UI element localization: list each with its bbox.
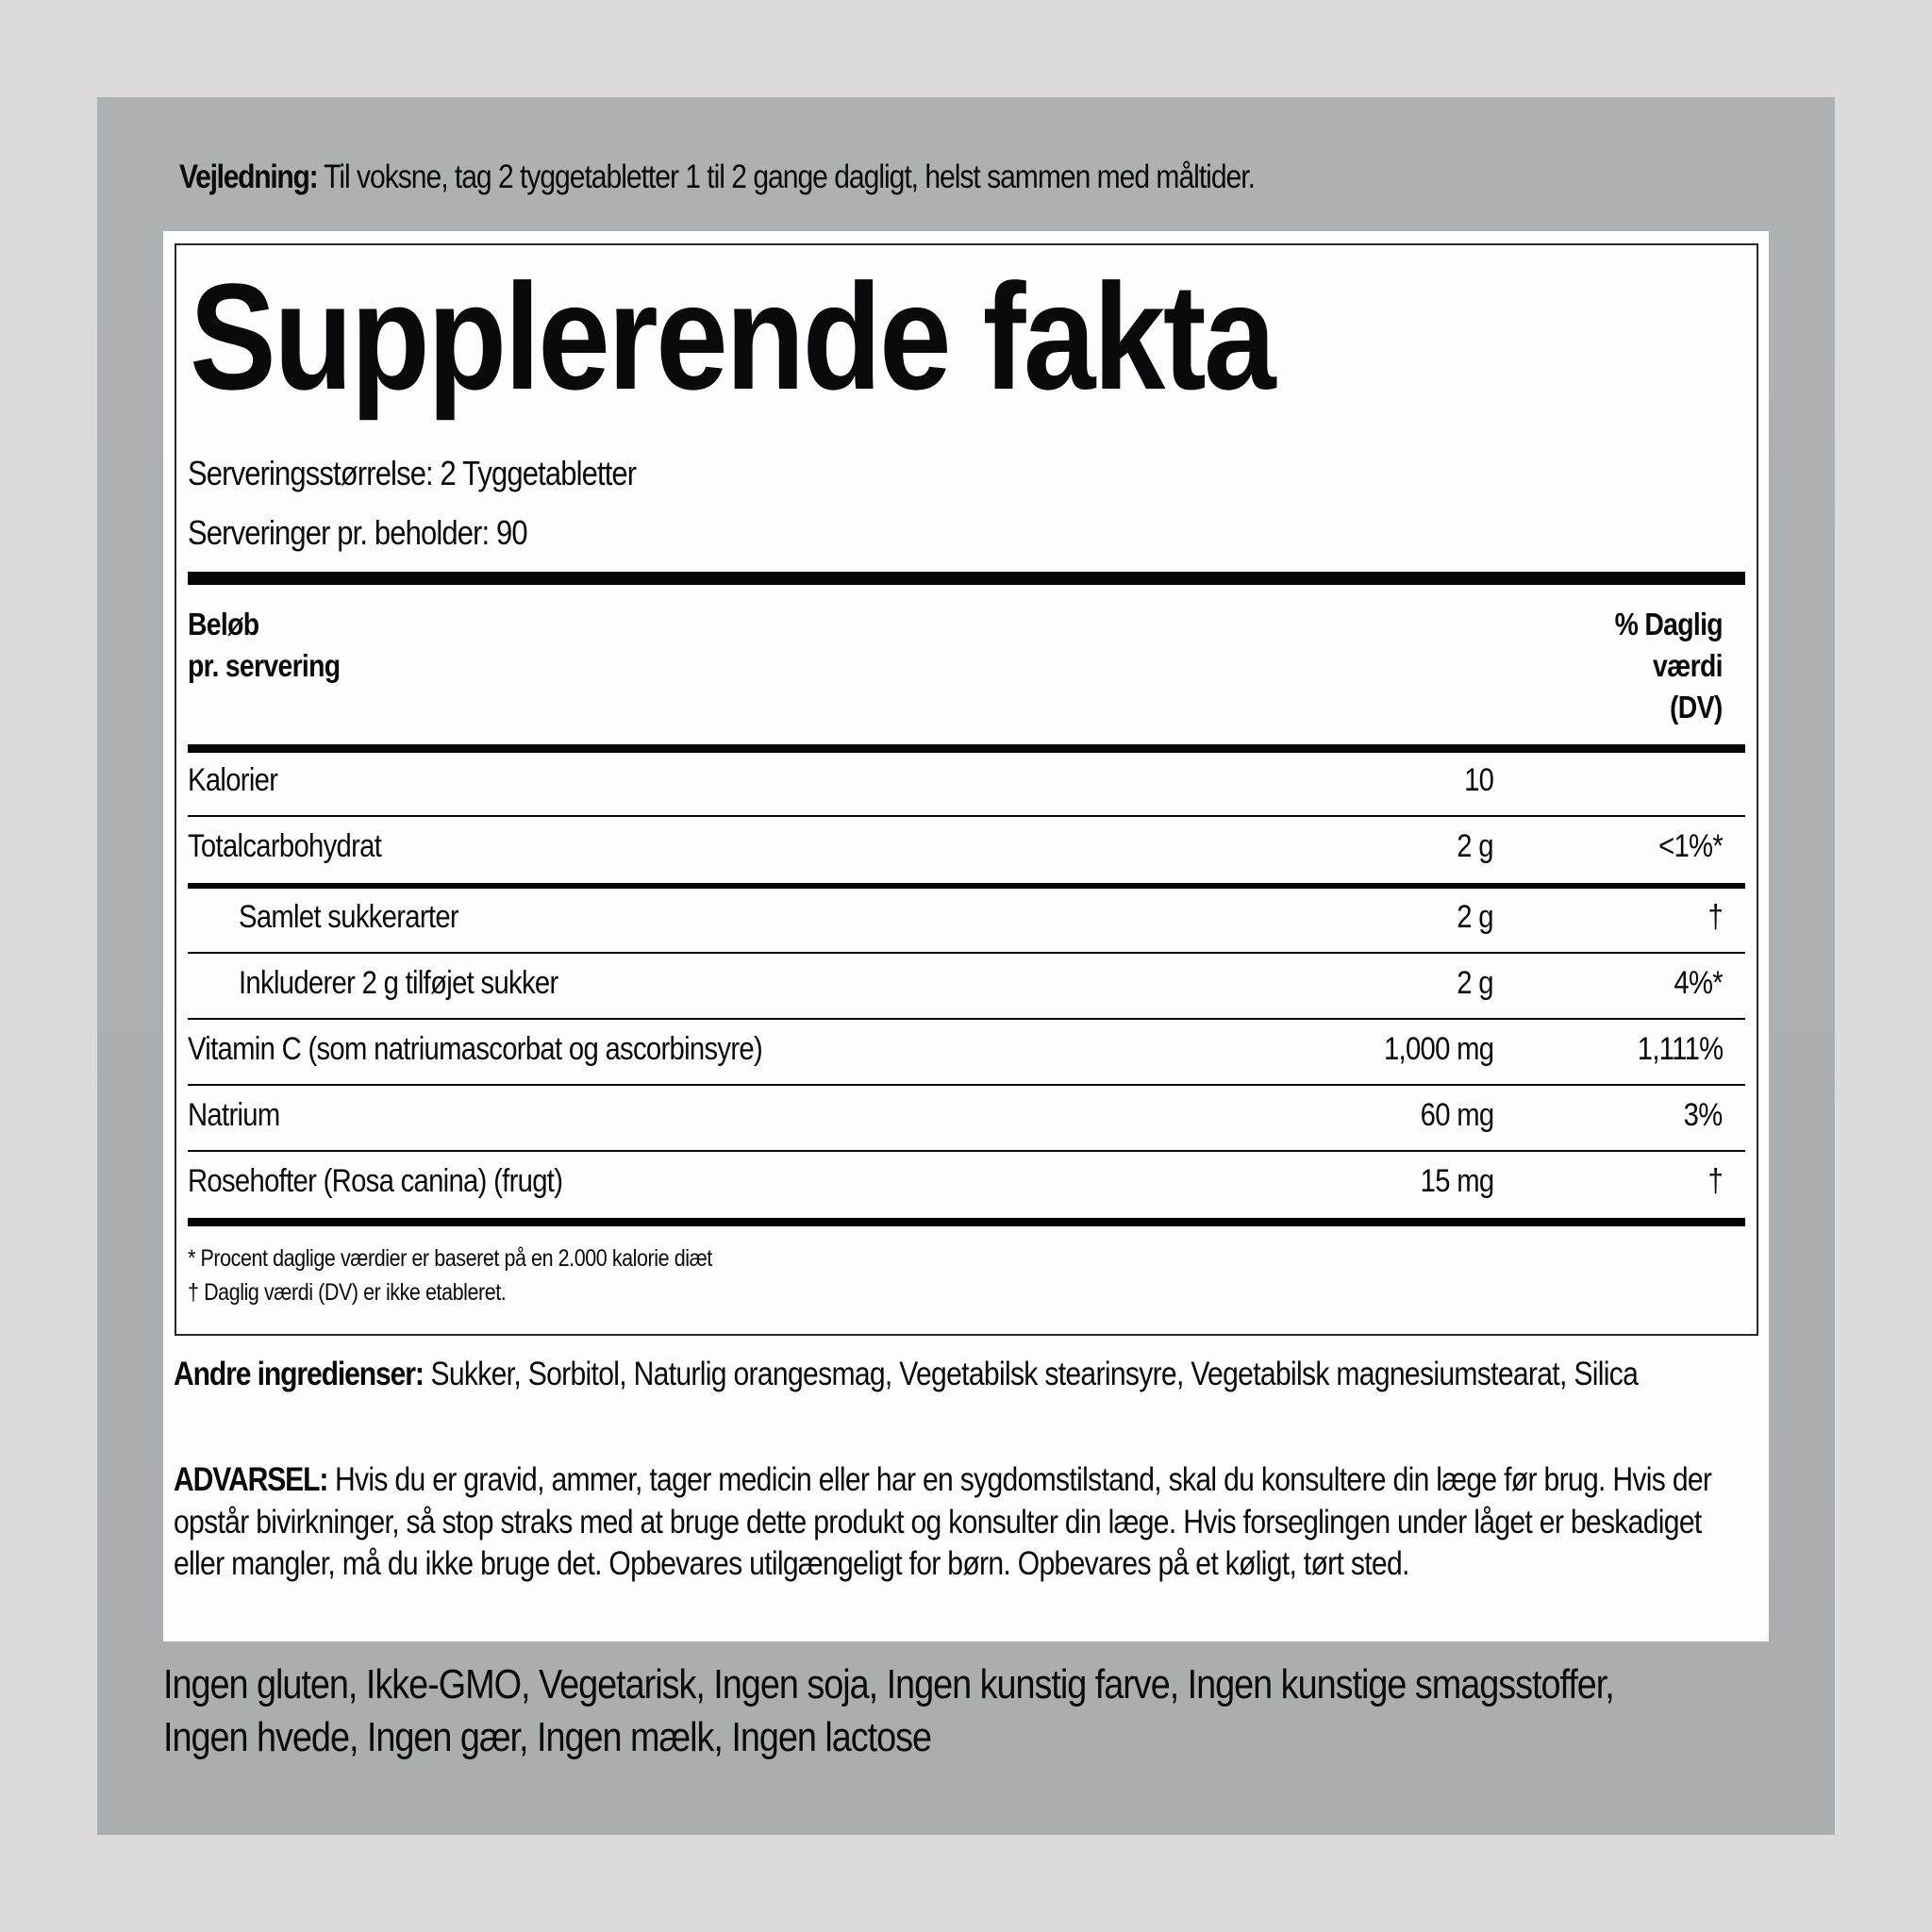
dv-header xyxy=(1597,604,1723,728)
thin-divider xyxy=(188,1018,1745,1020)
warning xyxy=(174,1459,1731,1586)
medium-divider xyxy=(188,1218,1745,1226)
nutrient-row-sodium xyxy=(188,1096,1745,1134)
nutrient-row-rose-hips xyxy=(188,1162,1745,1200)
claims-line-2: Ingen hvede, Ingen gær, Ingen mælk, Ingen lactose xyxy=(163,1714,932,1760)
thick-divider xyxy=(188,572,1745,585)
dv-header-line3: (DV) xyxy=(1670,690,1723,724)
nutrient-row-total-carbohydrate xyxy=(188,827,1745,865)
nutrient-row-calories xyxy=(188,761,1745,799)
directions-label: Vejledning: xyxy=(179,158,318,195)
dv-header-line2: værdi xyxy=(1653,648,1723,683)
nutrient-name: Kalorier xyxy=(188,762,278,798)
nutrient-name: Natrium xyxy=(188,1097,280,1133)
warning-label: ADVARSEL: xyxy=(174,1461,328,1498)
servings-per-container: Serveringer pr. beholder: 90 xyxy=(188,513,527,552)
nutrient-name: Rosehofter (Rosa canina) (frugt) xyxy=(188,1163,563,1199)
supplement-facts-box xyxy=(175,243,1758,1336)
footnote-dv-not-established: † Daglig værdi (DV) er ikke etableret. xyxy=(188,1279,507,1306)
nutrient-dv: † xyxy=(1707,1163,1723,1199)
directions-text xyxy=(179,158,1255,196)
serving-size: Serveringsstørrelse: 2 Tyggetabletter xyxy=(188,454,637,492)
nutrient-amount: 2 g xyxy=(1457,828,1493,864)
nutrient-name: Vitamin C (som natriumascorbat og ascorbinsyre) xyxy=(188,1031,763,1067)
nutrient-amount: 10 xyxy=(1463,762,1493,798)
amount-header xyxy=(188,604,365,687)
facts-title: Supplerende fakta xyxy=(190,252,1274,421)
nutrient-dv: 1,111% xyxy=(1637,1031,1723,1067)
other-ingredients-text: Sukker, Sorbitol, Naturlig orangesmag, Vegetabilsk stearinsyre, Vegetabilsk magnesiumstearat, Silica xyxy=(423,1356,1639,1392)
nutrient-dv: 4%* xyxy=(1674,965,1723,1001)
warning-text: Hvis du er gravid, ammer, tager medicin eller har en sygdomstilstand, skal du konsultere din læge før brug. Hvis der opstår bivirkninger, så stop straks med at bruge dette produkt og konsulter din læge. Hvis forseglingen under låget er beskadiget eller mangler, må du ikke bruge det. Opbevares utilgængeligt for børn. Opbevares på et køligt, tørt sted. xyxy=(174,1461,1712,1582)
dv-header-line1: % Daglig xyxy=(1614,607,1723,641)
nutrient-row-added-sugars xyxy=(188,964,1745,1002)
nutrient-name: Totalcarbohydrat xyxy=(188,828,382,864)
other-ingredients xyxy=(174,1354,1731,1396)
footnote-daily-values: * Procent daglige værdier er baseret på en 2.000 kalorie diæt xyxy=(188,1245,712,1272)
claims-line-1: Ingen gluten, Ikke-GMO, Vegetarisk, Ingen soja, Ingen kunstig farve, Ingen kunstige smagsstoffer, xyxy=(163,1661,1614,1707)
nutrient-amount: 2 g xyxy=(1457,965,1493,1001)
nutrient-amount: 2 g xyxy=(1457,899,1493,935)
medium-divider xyxy=(188,883,1745,889)
thin-divider xyxy=(188,1084,1745,1086)
nutrient-name: Inkluderer 2 g tilføjet sukker xyxy=(239,965,558,1001)
thin-divider xyxy=(188,815,1745,817)
thin-divider xyxy=(188,1150,1745,1152)
medium-divider xyxy=(188,744,1745,753)
product-claims xyxy=(163,1658,1802,1764)
nutrient-amount: 1,000 mg xyxy=(1383,1031,1493,1067)
nutrient-row-total-sugars xyxy=(188,898,1745,936)
thin-divider xyxy=(188,952,1745,954)
amount-header-line2: pr. servering xyxy=(188,648,341,683)
nutrient-dv: 3% xyxy=(1684,1097,1723,1133)
directions-body: Til voksne, tag 2 tyggetabletter 1 til 2 gange dagligt, helst sammen med måltider. xyxy=(317,158,1255,195)
nutrient-dv: <1%* xyxy=(1658,828,1723,864)
nutrient-dv: † xyxy=(1707,899,1723,935)
nutrient-name: Samlet sukkerarter xyxy=(239,899,458,935)
nutrient-amount: 60 mg xyxy=(1420,1097,1493,1133)
nutrient-row-vitamin-c xyxy=(188,1030,1745,1068)
nutrient-amount: 15 mg xyxy=(1420,1163,1493,1199)
amount-header-line1: Beløb xyxy=(188,607,259,641)
other-ingredients-label: Andre ingredienser: xyxy=(174,1356,424,1392)
